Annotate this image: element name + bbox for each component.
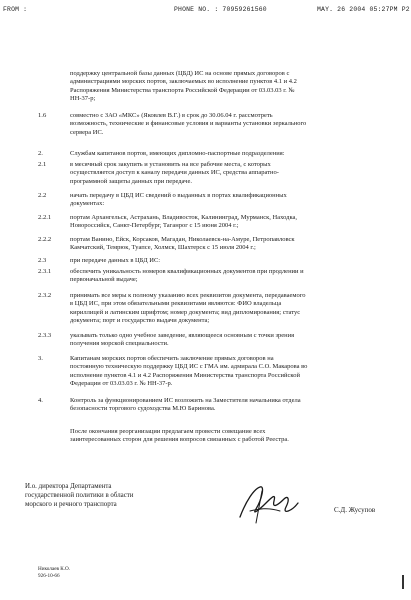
item-number: 2.3.2 [38, 292, 52, 299]
text-line: поддержку центральной базы данных (ЦБД) ИС на основе прямых договоров с [70, 70, 290, 77]
text-line: постоянную техническую поддержку ЦБД ИС с ГМА им. адмирала С.О. Макарова во [70, 363, 308, 371]
signatory-title [25, 482, 133, 510]
text-line: документа; порт и государство выдачи документа; [70, 317, 210, 325]
paragraph-2 [70, 150, 389, 158]
executor-phone: 926-10-66 [38, 573, 60, 579]
text-line: исполнение пунктов 4.1 и 4.2 Распоряжения Министерства транспорта Российской [70, 371, 300, 379]
item-number: 2.3.1 [38, 268, 52, 275]
paragraph-1-6 [70, 112, 389, 137]
text-line: при передаче данных в ЦБД ИС: [70, 257, 161, 264]
text-line: Распоряжения Министерства транспорта Российской Федерации от 03.03.03 г. № [70, 86, 295, 94]
text-line: НН-37-р; [70, 95, 96, 103]
paragraph-2-3-3 [70, 332, 389, 349]
text-line: начать передачу в ЦБД ИС сведений о выданных в портах квалификационных [70, 192, 287, 199]
text-line: обеспечить уникальность номеров квалификационных документов при продлении и [70, 268, 304, 275]
item-number: 4. [38, 397, 43, 404]
title-line: И.о. директора Департамента [25, 483, 112, 490]
fax-from: FROM : [3, 6, 28, 13]
text-line: в месячный срок закупить и установить на все рабочие места, с которых [70, 161, 271, 168]
item-number: 2. [38, 150, 43, 157]
fax-date: MAY. 26 2004 05:27PM P2 [317, 6, 410, 13]
text-line: сервера ИС. [70, 128, 104, 136]
item-number: 2.3.3 [38, 332, 52, 339]
paragraph-4 [70, 397, 389, 414]
scan-edge-mark [402, 575, 404, 589]
text-line: портам Архангельск, Астрахань, Владивосток, Калининград, Мурманск, Находка, [70, 214, 298, 221]
text-line: программной защиты данных при передаче. [70, 177, 192, 185]
paragraph-2-3-2 [70, 292, 389, 326]
text-line: получения морской специальности. [70, 340, 169, 348]
text-line: Контроль за функционированием ИС возложить на Заместителя начальника отдела [70, 397, 301, 404]
item-number: 2.2.1 [38, 214, 52, 221]
text-line: После окончания реорганизации предлагаем провести совещание всех [70, 428, 266, 435]
text-line: осуществляется доступ к каналу передачи данных ИС, средства аппаратно- [70, 169, 279, 177]
paragraph-3 [70, 355, 389, 389]
text-line: Капитанам морских портов обеспечить заключение прямых договоров на [70, 355, 274, 362]
item-number: 2.2 [38, 192, 47, 199]
title-line: государственной политики в области [25, 492, 134, 500]
signatory-name: С.Д. Жусупов [334, 506, 376, 514]
text-line: в ЦБД ИС, при этом обязательными реквизитами являются: ФИО владельца [70, 300, 282, 308]
title-line: морского и речного транспорта [25, 501, 117, 509]
text-line: совместно с ЗАО «МКС» (Яковлев В.Г.) в срок до 30.06.04 г. рассмотреть [70, 112, 273, 119]
paragraph-2-1 [70, 161, 389, 186]
text-line: администрациями морских портов, заключаемых во исполнение пунктов 4.1 и 4.2 [70, 78, 297, 86]
executor-info [38, 566, 70, 580]
item-number: 2.2.2 [38, 236, 52, 243]
paragraph-2-2-2 [70, 236, 389, 253]
text-line: безопасности торгового судоходства М.Ю Баринова. [70, 405, 216, 413]
paragraph-continuation [70, 70, 389, 104]
item-number: 2.1 [38, 161, 47, 168]
paragraph-2-3 [70, 257, 389, 265]
text-line: указывать только одно учебное заведение, являющееся основным с точки зрения [70, 332, 295, 339]
fax-phone: PHONE NO. : 70959261560 [174, 6, 267, 13]
paragraph-2-3-1 [70, 268, 389, 285]
paragraph-2-2-1 [70, 214, 389, 231]
item-number: 3. [38, 355, 43, 362]
text-line: Федерации от 03.03.03 г. № НН-37-р. [70, 380, 173, 388]
text-line: Камчатский, Темрюк, Туапсе, Холмск, Шахтерск с 15 июля 2004 г.; [70, 244, 256, 252]
item-number: 1.6 [38, 112, 47, 119]
text-line: документах: [70, 200, 105, 208]
text-line: возможность, технические и финансовые условия и варианты установки зеркального [70, 120, 307, 128]
paragraph-2-2 [70, 192, 389, 209]
handwritten-signature [232, 481, 302, 525]
text-line: заинтересованных сторон для решения вопросов связанных с работой Реестра. [70, 436, 289, 444]
item-number: 2.3 [38, 257, 47, 264]
closing-paragraph [70, 428, 389, 445]
text-line: Службам капитанов портов, имеющих дипломно-паспортные подразделения: [70, 150, 285, 157]
text-line: кириллицей и латинским шрифтом; номер документа; вид дипломирования; статус [70, 308, 301, 316]
text-line: принимать все меры к полному указанию всех реквизитов документа, передаваемого [70, 292, 306, 299]
text-line: первоначальной выдаче; [70, 276, 138, 284]
executor-name: Николаев К.О. [38, 566, 71, 572]
text-line: Новороссийск, Санкт-Петербург, Таганрог с 15 июня 2004 г.; [70, 222, 239, 230]
text-line: портам Ванино, Ейск, Корсаков, Магадан, Николаевск-на-Амуре, Петропавловск [70, 236, 295, 243]
